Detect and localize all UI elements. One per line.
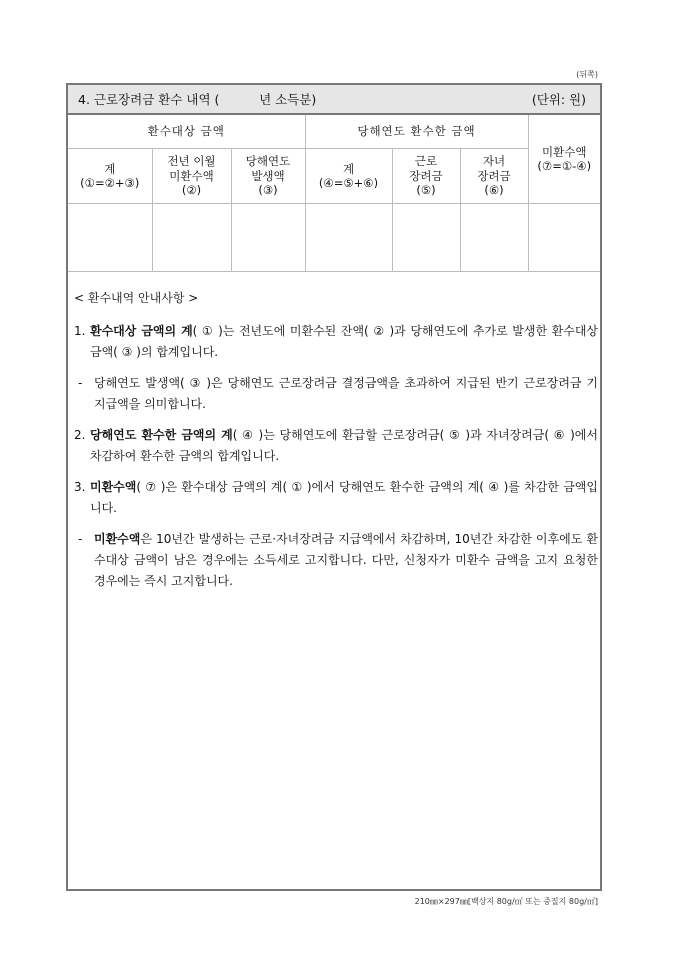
- note-text: 은 10년간 발생하는 근로·자녀장려금 지급액에서 차감하며, 10년간 차감한 이후에도 환수대상 금액이 남은 경우에는 소득세로 고지합니다. 다만, 신청자가 미환수 금액을 고지 요청한 경우에는 즉시 고지합니다.: [94, 532, 598, 588]
- col-label: 전년 이월: [167, 154, 216, 169]
- col-work-incentive: [392, 149, 460, 204]
- cell-child-incentive[interactable]: [460, 204, 528, 272]
- header-refund-target: 환수대상 금액: [68, 115, 305, 149]
- header-unpaid-formula: (⑦=①-④): [537, 159, 592, 173]
- col-label: 발생액: [251, 168, 285, 183]
- col-formula: (⑥): [484, 183, 504, 198]
- cell-target-total[interactable]: [68, 204, 152, 272]
- header-refunded-this-year: 당해연도 환수한 금액: [305, 115, 528, 149]
- note-text: ( ⑦ )은 환수대상 금액의 계( ① )에서 당해연도 환수한 금액의 계( ④ )를 차감한 금액입니다.: [90, 480, 598, 515]
- col-refunded-total: [305, 149, 392, 204]
- col-label: 계: [342, 161, 355, 176]
- form-frame: [66, 83, 602, 891]
- col-label: 당해연도: [245, 154, 291, 169]
- header-unpaid: [528, 115, 600, 204]
- col-label: 장려금: [409, 168, 443, 183]
- cell-prior-year-unpaid[interactable]: [152, 204, 231, 272]
- col-formula: (④=⑤+⑥): [318, 176, 379, 190]
- note-text: 당해연도 발생액( ③ )은 당해연도 근로장려금 결정금액을 초과하여 지급된 반기 근로장려금 기 지급액을 의미합니다.: [94, 376, 598, 411]
- note-1: [74, 321, 598, 363]
- cell-unpaid[interactable]: [528, 204, 600, 272]
- note-marker: 1.: [74, 324, 86, 338]
- cell-work-incentive[interactable]: [392, 204, 460, 272]
- col-child-incentive: [460, 149, 528, 204]
- cell-current-year-occurred[interactable]: [231, 204, 305, 272]
- col-label: 계: [104, 161, 116, 176]
- paper-spec-footer: 210㎜×297㎜[백상지 80g/㎡ 또는 중질지 80g/㎡]: [414, 897, 598, 906]
- note-3-detail: [74, 529, 598, 592]
- col-current-year-occurred: [231, 149, 305, 204]
- note-text: ( ① )는 전년도에 미환수된 잔액( ② )과 당해연도에 추가로 발생한 환수대상 금액( ③ )의 합계입니다.: [90, 324, 598, 359]
- note-marker: 2.: [74, 428, 86, 442]
- note-term: 환수대상 금액의 계: [90, 324, 193, 338]
- col-target-total: [68, 149, 152, 204]
- col-label: 장려금: [477, 168, 511, 183]
- col-formula: (②): [181, 183, 202, 198]
- note-term: 미환수액: [90, 480, 137, 494]
- col-formula: (①=②+③): [80, 176, 140, 190]
- note-marker: -: [78, 376, 83, 390]
- col-label: 미환수액: [169, 168, 214, 183]
- refund-table: [68, 115, 600, 272]
- col-label: 근로: [414, 154, 438, 169]
- notes-heading: < 환수내역 안내사항 >: [74, 291, 199, 305]
- header-unpaid-label: 미환수액: [542, 144, 587, 159]
- note-term: 미환수액: [94, 532, 141, 546]
- note-marker: -: [78, 532, 83, 546]
- cell-refunded-total[interactable]: [305, 204, 392, 272]
- note-1-detail: [74, 373, 598, 415]
- note-3: [74, 477, 598, 519]
- note-text: ( ④ )는 당해연도에 환급할 근로장려금( ⑤ )과 자녀장려금( ⑥ )에서 차감하여 환수한 금액의 합계입니다.: [90, 428, 598, 463]
- section-header: [68, 85, 600, 115]
- col-formula: (③): [258, 183, 278, 198]
- note-2: [74, 425, 598, 467]
- col-formula: (⑤): [416, 183, 436, 198]
- page-note: (뒤쪽): [576, 70, 598, 79]
- note-term: 당해연도 환수한 금액의 계: [90, 428, 233, 442]
- col-label: 자녀: [482, 154, 506, 169]
- unit-label: (단위: 원): [531, 92, 586, 107]
- note-marker: 3.: [74, 480, 86, 494]
- section-title: 4. 근로장려금 환수 내역 ( 년 소득분): [78, 92, 317, 107]
- col-prior-year-unpaid: [152, 149, 231, 204]
- notes-section: [68, 272, 600, 592]
